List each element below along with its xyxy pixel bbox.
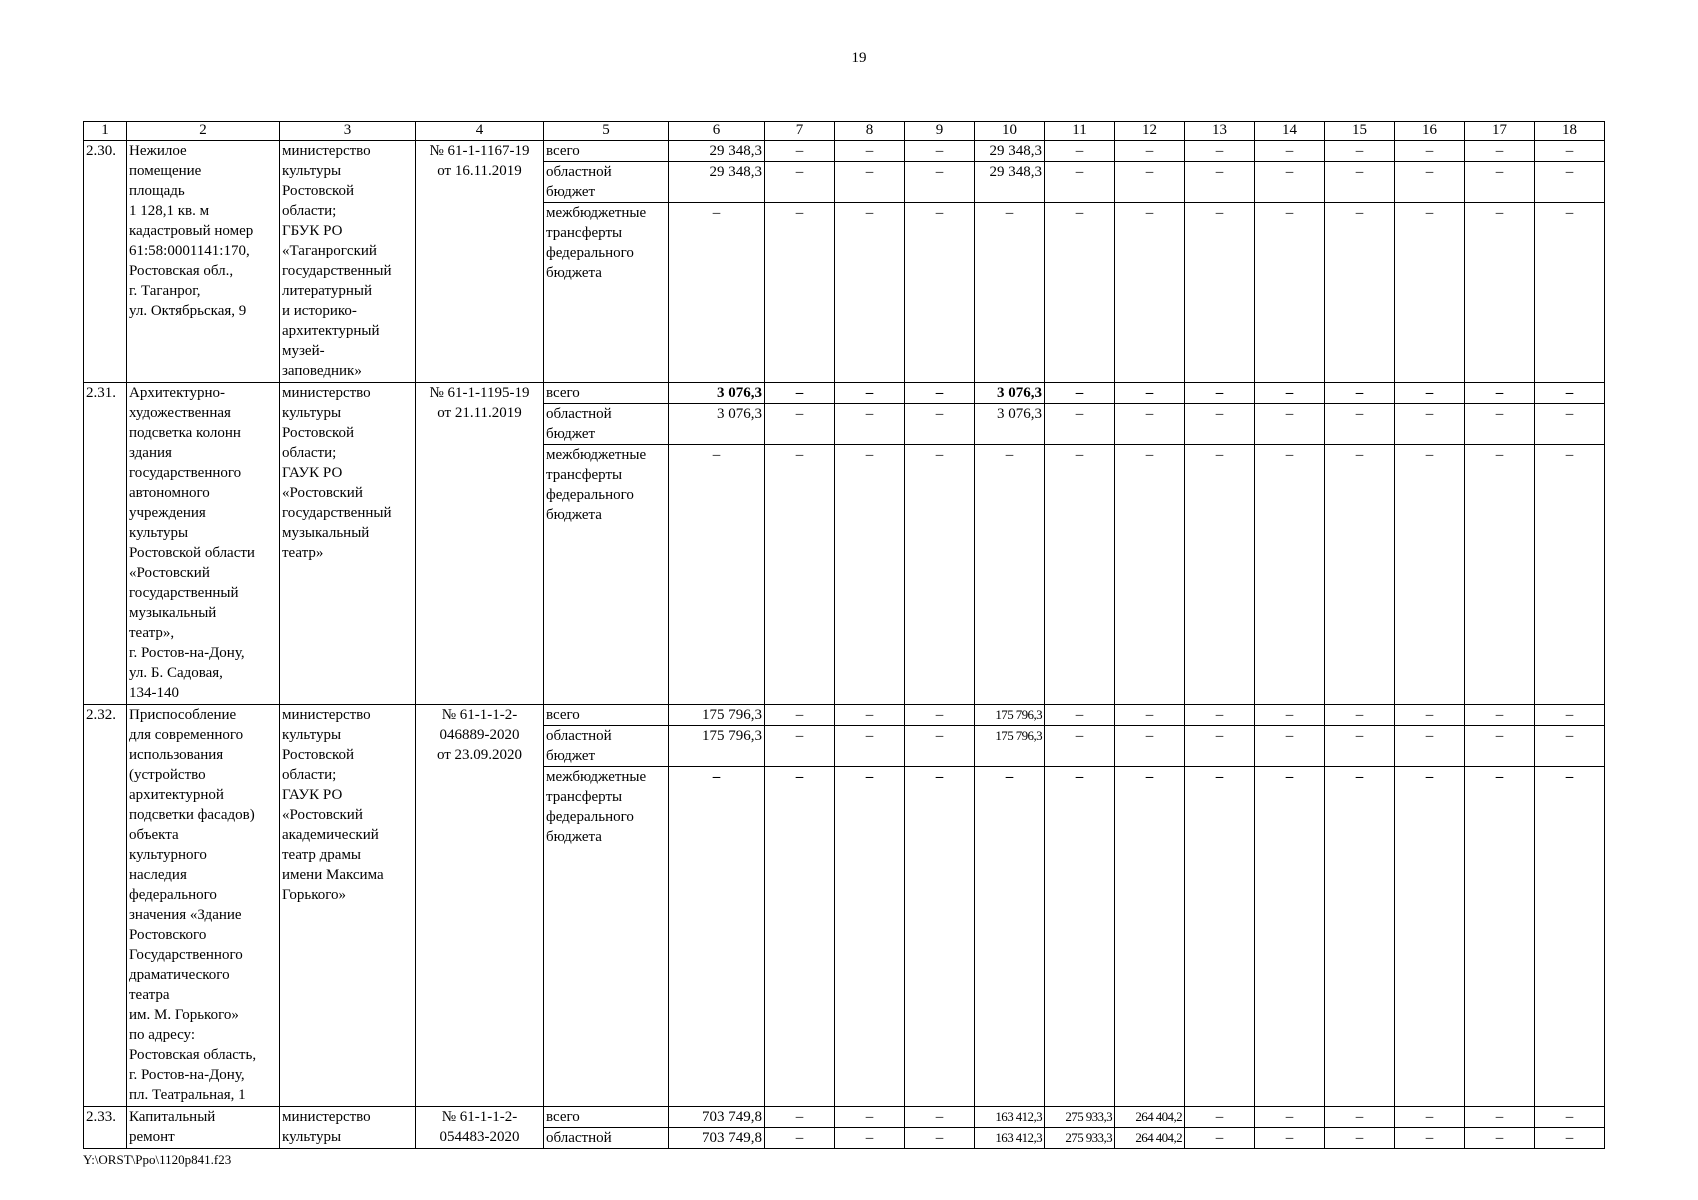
- value-cell: 29 348,3: [669, 141, 765, 162]
- value-cell: –: [1255, 705, 1325, 726]
- value-cell: –: [765, 141, 835, 162]
- entry-organization: министерство культуры Ростовской области; ГАУК РО «Ростовский государственный музыкальный театр»: [280, 383, 416, 705]
- value-cell: –: [1465, 705, 1535, 726]
- value-cell: –: [1325, 203, 1395, 383]
- value-cell: –: [1465, 141, 1535, 162]
- value-cell: –: [835, 203, 905, 383]
- value-cell: –: [1045, 705, 1115, 726]
- column-header-4: 4: [416, 122, 544, 141]
- value-cell: –: [1535, 767, 1605, 1107]
- value-cell: –: [669, 767, 765, 1107]
- value-cell: –: [1395, 1107, 1465, 1128]
- table-row: [84, 1107, 1605, 1128]
- funding-source: областной бюджет: [544, 404, 669, 445]
- value-cell: –: [669, 203, 765, 383]
- value-cell: 29 348,3: [669, 162, 765, 203]
- entry-number: 2.32.: [84, 705, 127, 1107]
- entry-document: № 61-1-1167-19 от 16.11.2019: [416, 141, 544, 383]
- column-header-15: 15: [1325, 122, 1395, 141]
- entry-object-name: Архитектурно- художественная подсветка колонн здания государственного автономного учреждения культуры Ростовской области «Ростовский государственный музыкальный театр», г. Ростов-на-Дону, ул. Б. Садовая, 134-140: [127, 383, 280, 705]
- value-cell: 29 348,3: [975, 162, 1045, 203]
- value-cell: –: [1255, 1107, 1325, 1128]
- value-cell: –: [1115, 726, 1185, 767]
- value-cell: –: [1045, 445, 1115, 705]
- value-cell: –: [1045, 203, 1115, 383]
- value-cell: –: [765, 1128, 835, 1149]
- value-cell: –: [1115, 445, 1185, 705]
- footer-file-path: Y:\ORST\Ppo\1120p841.f23: [83, 1152, 232, 1167]
- value-cell: –: [1255, 141, 1325, 162]
- value-cell: –: [1255, 383, 1325, 404]
- value-cell: –: [835, 383, 905, 404]
- column-header-7: 7: [765, 122, 835, 141]
- value-cell: –: [1255, 1128, 1325, 1149]
- funding-source: межбюджетные трансферты федерального бюджета: [544, 203, 669, 383]
- value-cell: –: [765, 203, 835, 383]
- value-cell: –: [1255, 203, 1325, 383]
- value-cell: –: [1325, 1128, 1395, 1149]
- value-cell: –: [765, 445, 835, 705]
- value-cell: –: [1395, 1128, 1465, 1149]
- entry-object-name: Приспособление для современного использования (устройство архитектурной подсветки фасадов) объекта культурного наследия федерального значения «Здание Ростовского Государственного драматического театра им. М. Горького» по адресу: Ростовская область, г. Ростов-на-Дону, пл. Театральная, 1: [127, 705, 280, 1107]
- column-header-11: 11: [1045, 122, 1115, 141]
- value-cell: –: [905, 1128, 975, 1149]
- entry-document: № 61-1-1-2- 054483-2020: [416, 1107, 544, 1149]
- value-cell: 163 412,3: [975, 1128, 1045, 1149]
- funding-source: всего: [544, 383, 669, 404]
- value-cell: –: [1395, 203, 1465, 383]
- value-cell: –: [1535, 162, 1605, 203]
- value-cell: –: [835, 445, 905, 705]
- value-cell: –: [1535, 383, 1605, 404]
- value-cell: –: [765, 1107, 835, 1128]
- value-cell: –: [905, 705, 975, 726]
- value-cell: –: [835, 1107, 905, 1128]
- value-cell: –: [1185, 726, 1255, 767]
- value-cell: –: [765, 767, 835, 1107]
- value-cell: –: [1185, 162, 1255, 203]
- column-header-1: 1: [84, 122, 127, 141]
- value-cell: –: [835, 162, 905, 203]
- value-cell: –: [1115, 383, 1185, 404]
- value-cell: –: [1185, 141, 1255, 162]
- value-cell: –: [1255, 404, 1325, 445]
- value-cell: –: [1535, 404, 1605, 445]
- funding-source: всего: [544, 1107, 669, 1128]
- value-cell: –: [1535, 141, 1605, 162]
- value-cell: –: [835, 767, 905, 1107]
- value-cell: 175 796,3: [975, 705, 1045, 726]
- funding-source: всего: [544, 141, 669, 162]
- column-header-6: 6: [669, 122, 765, 141]
- value-cell: –: [765, 726, 835, 767]
- value-cell: –: [1045, 726, 1115, 767]
- value-cell: –: [1325, 1107, 1395, 1128]
- value-cell: –: [1325, 705, 1395, 726]
- value-cell: –: [1535, 445, 1605, 705]
- value-cell: –: [905, 162, 975, 203]
- value-cell: 175 796,3: [975, 726, 1045, 767]
- column-header-13: 13: [1185, 122, 1255, 141]
- value-cell: –: [905, 404, 975, 445]
- value-cell: –: [1465, 445, 1535, 705]
- value-cell: –: [1185, 203, 1255, 383]
- value-cell: –: [1535, 203, 1605, 383]
- value-cell: –: [765, 404, 835, 445]
- entry-number: 2.31.: [84, 383, 127, 705]
- column-header-12: 12: [1115, 122, 1185, 141]
- value-cell: –: [765, 383, 835, 404]
- value-cell: –: [1185, 1128, 1255, 1149]
- entry-number: 2.33.: [84, 1107, 127, 1149]
- value-cell: 175 796,3: [669, 726, 765, 767]
- value-cell: –: [1325, 726, 1395, 767]
- value-cell: –: [905, 445, 975, 705]
- value-cell: –: [835, 726, 905, 767]
- value-cell: 264 404,2: [1115, 1128, 1185, 1149]
- funding-source: областной бюджет: [544, 726, 669, 767]
- value-cell: –: [835, 141, 905, 162]
- column-header-3: 3: [280, 122, 416, 141]
- value-cell: –: [905, 383, 975, 404]
- value-cell: –: [975, 767, 1045, 1107]
- value-cell: 3 076,3: [669, 383, 765, 404]
- value-cell: –: [1255, 162, 1325, 203]
- value-cell: –: [1255, 445, 1325, 705]
- table-row: [84, 383, 1605, 404]
- value-cell: –: [1115, 705, 1185, 726]
- value-cell: –: [1045, 383, 1115, 404]
- value-cell: 275 933,3: [1045, 1128, 1115, 1149]
- value-cell: –: [1185, 445, 1255, 705]
- entry-number: 2.30.: [84, 141, 127, 383]
- entry-organization: министерство культуры Ростовской области; ГБУК РО «Таганрогский государственный литературный и историко- архитектурный музей- заповедник»: [280, 141, 416, 383]
- value-cell: –: [1325, 767, 1395, 1107]
- entry-document: № 61-1-1-2- 046889-2020 от 23.09.2020: [416, 705, 544, 1107]
- table-row: [84, 141, 1605, 162]
- value-cell: –: [835, 1128, 905, 1149]
- value-cell: –: [1395, 726, 1465, 767]
- value-cell: –: [1535, 705, 1605, 726]
- value-cell: –: [905, 767, 975, 1107]
- value-cell: –: [1325, 383, 1395, 404]
- funding-source: областной бюджет: [544, 162, 669, 203]
- value-cell: –: [1325, 162, 1395, 203]
- value-cell: –: [1465, 383, 1535, 404]
- value-cell: –: [975, 203, 1045, 383]
- value-cell: 264 404,2: [1115, 1107, 1185, 1128]
- value-cell: –: [905, 1107, 975, 1128]
- value-cell: –: [1185, 1107, 1255, 1128]
- value-cell: –: [1255, 767, 1325, 1107]
- value-cell: –: [1395, 162, 1465, 203]
- value-cell: –: [1465, 1107, 1535, 1128]
- value-cell: –: [1395, 141, 1465, 162]
- value-cell: 3 076,3: [975, 404, 1045, 445]
- value-cell: –: [1115, 162, 1185, 203]
- header-row: [84, 122, 1605, 141]
- value-cell: –: [1185, 383, 1255, 404]
- column-header-18: 18: [1535, 122, 1605, 141]
- value-cell: –: [1465, 767, 1535, 1107]
- value-cell: –: [1465, 162, 1535, 203]
- value-cell: –: [1325, 445, 1395, 705]
- value-cell: –: [1465, 203, 1535, 383]
- entry-organization: министерство культуры: [280, 1107, 416, 1149]
- entry-organization: министерство культуры Ростовской области; ГАУК РО «Ростовский академический театр драмы имени Максима Горького»: [280, 705, 416, 1107]
- value-cell: 703 749,8: [669, 1107, 765, 1128]
- value-cell: –: [1395, 404, 1465, 445]
- budget-table: [83, 121, 1605, 1149]
- page-number: 19: [851, 50, 867, 66]
- value-cell: –: [1115, 404, 1185, 445]
- value-cell: 275 933,3: [1045, 1107, 1115, 1128]
- entry-document: № 61-1-1195-19 от 21.11.2019: [416, 383, 544, 705]
- value-cell: –: [1185, 705, 1255, 726]
- value-cell: –: [1395, 705, 1465, 726]
- value-cell: –: [1465, 404, 1535, 445]
- funding-source: межбюджетные трансферты федерального бюджета: [544, 767, 669, 1107]
- column-header-5: 5: [544, 122, 669, 141]
- value-cell: –: [669, 445, 765, 705]
- column-header-17: 17: [1465, 122, 1535, 141]
- value-cell: –: [1465, 1128, 1535, 1149]
- value-cell: –: [1325, 141, 1395, 162]
- value-cell: 703 749,8: [669, 1128, 765, 1149]
- value-cell: –: [835, 705, 905, 726]
- value-cell: –: [1115, 767, 1185, 1107]
- value-cell: –: [765, 705, 835, 726]
- value-cell: –: [1395, 445, 1465, 705]
- value-cell: –: [905, 141, 975, 162]
- value-cell: –: [1115, 141, 1185, 162]
- table-row: [84, 705, 1605, 726]
- value-cell: –: [1535, 1107, 1605, 1128]
- value-cell: –: [835, 404, 905, 445]
- value-cell: –: [1535, 1128, 1605, 1149]
- column-header-2: 2: [127, 122, 280, 141]
- value-cell: –: [1395, 383, 1465, 404]
- value-cell: –: [1535, 726, 1605, 767]
- column-header-9: 9: [905, 122, 975, 141]
- value-cell: –: [765, 162, 835, 203]
- entry-object-name: Капитальный ремонт: [127, 1107, 280, 1149]
- value-cell: 175 796,3: [669, 705, 765, 726]
- value-cell: –: [1465, 726, 1535, 767]
- value-cell: 3 076,3: [669, 404, 765, 445]
- value-cell: –: [1325, 404, 1395, 445]
- value-cell: –: [1045, 767, 1115, 1107]
- funding-source: всего: [544, 705, 669, 726]
- entry-object-name: Нежилое помещение площадь 1 128,1 кв. м кадастровый номер 61:58:0001141:170, Ростовская обл., г. Таганрог, ул. Октябрьская, 9: [127, 141, 280, 383]
- value-cell: –: [1255, 726, 1325, 767]
- column-header-14: 14: [1255, 122, 1325, 141]
- value-cell: 29 348,3: [975, 141, 1045, 162]
- value-cell: 3 076,3: [975, 383, 1045, 404]
- value-cell: –: [975, 445, 1045, 705]
- value-cell: –: [1395, 767, 1465, 1107]
- funding-source: областной: [544, 1128, 669, 1149]
- value-cell: –: [1045, 162, 1115, 203]
- value-cell: –: [1185, 404, 1255, 445]
- value-cell: –: [905, 203, 975, 383]
- column-header-10: 10: [975, 122, 1045, 141]
- value-cell: –: [1115, 203, 1185, 383]
- funding-source: межбюджетные трансферты федерального бюджета: [544, 445, 669, 705]
- value-cell: –: [905, 726, 975, 767]
- value-cell: –: [1045, 141, 1115, 162]
- column-header-8: 8: [835, 122, 905, 141]
- column-header-16: 16: [1395, 122, 1465, 141]
- value-cell: 163 412,3: [975, 1107, 1045, 1128]
- value-cell: –: [1185, 767, 1255, 1107]
- value-cell: –: [1045, 404, 1115, 445]
